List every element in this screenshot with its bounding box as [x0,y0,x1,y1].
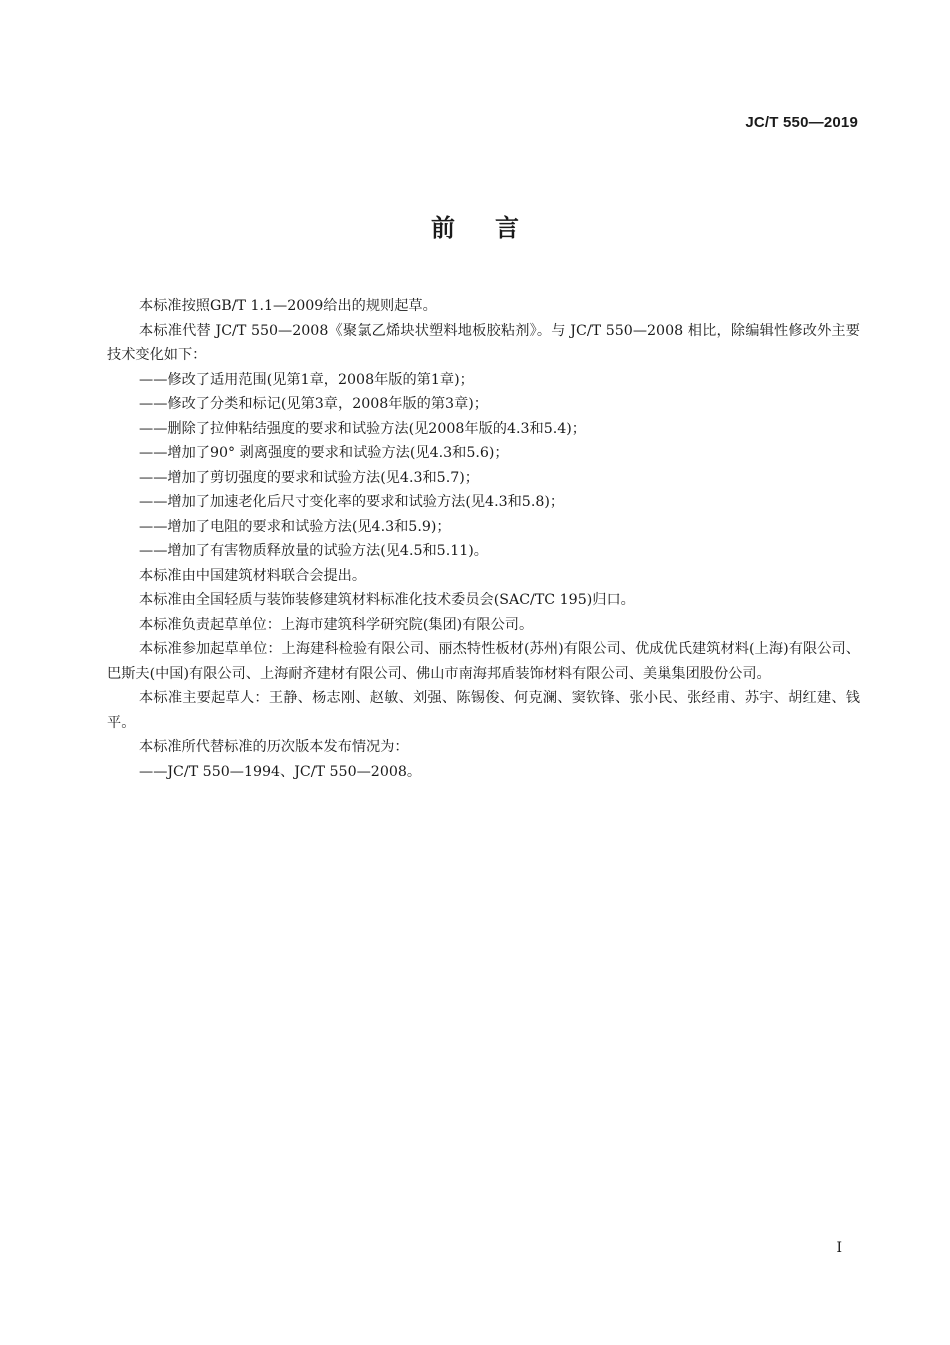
list-item: ——JC/T 550—1994、JC/T 550—2008。 [139,763,422,780]
standard-code: JC/T 550—2019 [745,114,858,131]
list-item: ——修改了适用范围(见第1章，2008年版的第1章)； [139,371,474,388]
paragraph: 本标准按照GB/T 1.1—2009给出的规则起草。 [139,298,437,314]
list-item: ——修改了分类和标记(见第3章，2008年版的第3章)； [139,396,488,412]
list-item: ——增加了90° 剥离强度的要求和试验方法(见4.3和5.6)； [139,445,509,461]
list-item: ——增加了剪切强度的要求和试验方法(见4.3和5.7)； [139,469,479,486]
list-item: ——增加了电阻的要求和试验方法(见4.3和5.9)； [139,518,451,535]
paragraph: 本标准主要起草人：王静、杨志刚、赵敏、刘强、陈锡俊、何克澜、窦钦锋、张小民、张经甫、苏宇、胡红建、钱平。 [107,690,860,731]
page-title: 前言 [431,214,559,242]
paragraph: 本标准负责起草单位：上海市建筑科学研究院(集团)有限公司。 [139,616,534,633]
paragraph: 本标准参加起草单位：上海建科检验有限公司、丽杰特性板材(苏州)有限公司、优成优氏建筑材料(上海)有限公司、巴斯夫(中国)有限公司、上海耐齐建材有限公司、佛山市南海邦盾装饰材料有限公司、美巢集团股份公司。 [107,641,860,682]
list-item: ——增加了加速老化后尺寸变化率的要求和试验方法(见4.3和5.8)； [139,494,565,510]
paragraph: 本标准所代替标准的历次版本发布情况为： [139,739,409,755]
document-body [107,294,860,784]
paragraph: 本标准由全国轻质与装饰装修建筑材料标准化技术委员会(SAC/TC 195)归口。 [139,592,635,608]
list-item: ——删除了拉伸粘结强度的要求和试验方法(见2008年版的4.3和5.4)； [139,420,586,437]
paragraph: 本标准由中国建筑材料联合会提出。 [139,567,367,584]
list-item: ——增加了有害物质释放量的试验方法(见4.5和5.11)。 [139,543,488,559]
paragraph: 本标准代替 JC/T 550—2008《聚氯乙烯块状塑料地板胶粘剂》。与 JC/T 550—2008 相比，除编辑性修改外主要技术变化如下： [107,322,860,363]
page-number: I [836,1240,842,1256]
